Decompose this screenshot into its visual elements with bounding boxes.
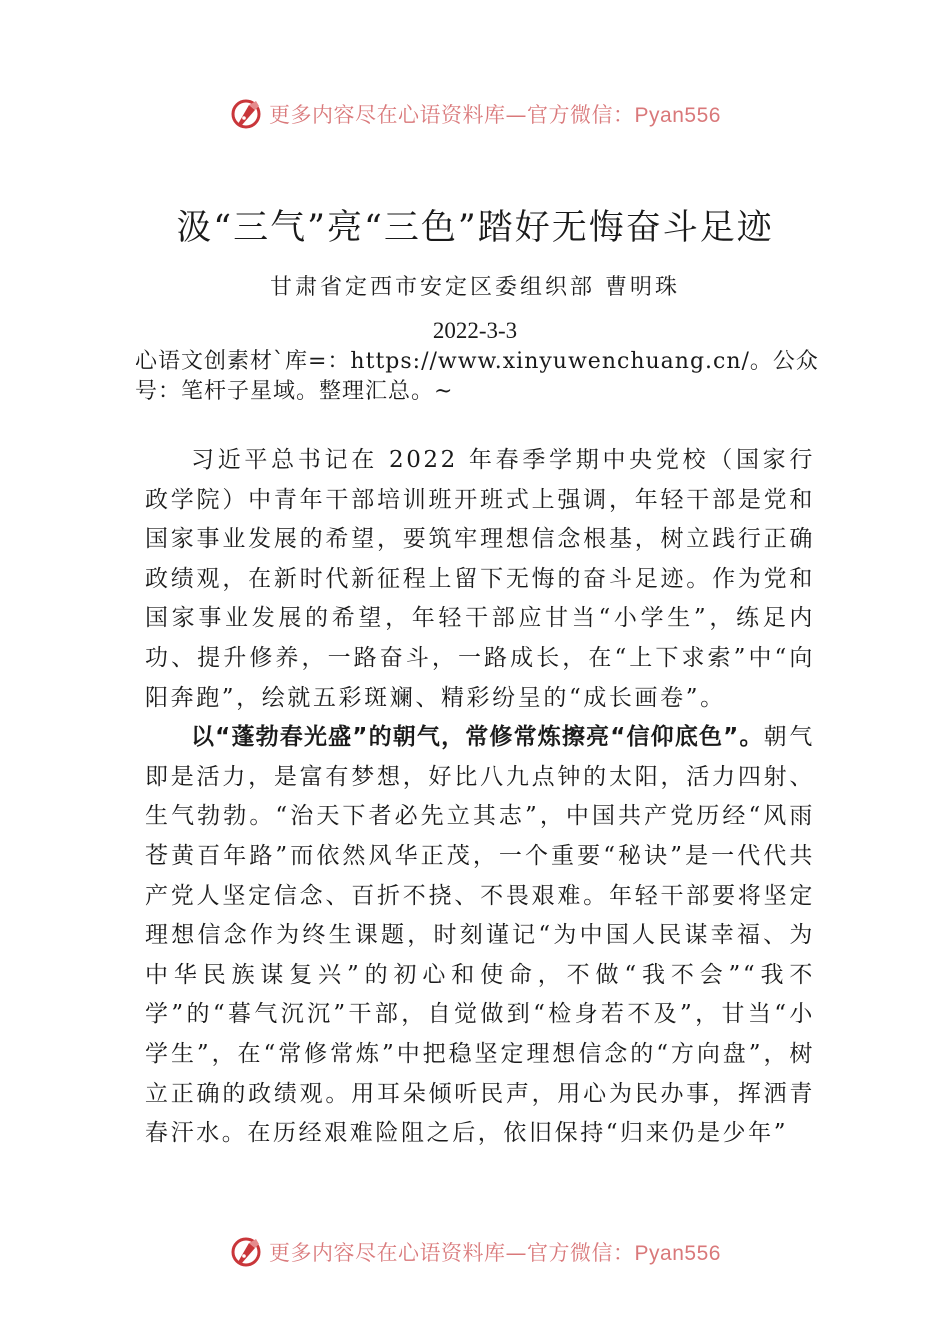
- pen-nib-logo-icon: [229, 1235, 263, 1269]
- banner-wechat-id: Pyan556: [634, 104, 721, 127]
- paragraph-2-text: 朝气即是活力，是富有梦想，好比八九点钟的太阳，活力四射、生气勃勃。“治天下者必先立其志”，中国共产党历经“风雨苍黄百年路”而依然风华正茂，一个重要“秘诀”是一代代共产党人坚定信念、百折不挠、不畏艰难。年轻干部要将坚定理想信念作为终生课题，时刻谨记“为中国人民谋幸福、为中华民族谋复兴”的初心和使命，不做“我不会”“我不学”的“暮气沉沉”干部，自觉做到“检身若不及”，甘当“小学生”，在“常修常炼”中把稳坚定理想信念的“方向盘”，树立正确的政绩观。用耳朵倾听民声，用心为民办事，挥洒青春汗水。在历经艰难险阻之后，依旧保持“归来仍是少年”: [145, 724, 816, 1147]
- document-title: 汲“三气”亮“三色”踏好无悔奋斗足迹: [176, 208, 774, 248]
- header-banner: [0, 94, 950, 134]
- source-note: 心语文创素材`库=：https://www.xinyuwenchuang.cn/。公众号：笔杆子星域。整理汇总。~: [135, 349, 819, 404]
- banner-promo-text: [269, 1237, 721, 1267]
- document-body: [145, 441, 815, 1154]
- paragraph-2-lead: 以“蓬勃春光盛”的朝气，常修常炼擦亮“信仰底色”。: [191, 724, 764, 751]
- body-paragraph-2: [145, 718, 815, 1154]
- banner-promo-cn: 更多内容尽在心语资料库—官方微信：: [269, 103, 635, 127]
- document-date: 2022-3-3: [432, 318, 518, 343]
- footer-banner: [0, 1232, 950, 1272]
- banner-promo-text: [269, 99, 721, 129]
- document-author: 甘肃省定西市安定区委组织部 曹明珠: [270, 275, 680, 300]
- paragraph-1-text: 习近平总书记在 2022 年春季学期中央党校（国家行政学院）中青年干部培训班开班式上强调，年轻干部是党和国家事业发展的希望，要筑牢理想信念根基，树立践行正确政绩观，在新时代新征程上留下无悔的奋斗足迹。作为党和国家事业发展的希望，年轻干部应甘当“小学生”，练足内功、提升修养，一路奋斗，一路成长，在“上下求索”中“向阳奔跑”，绘就五彩斑斓、精彩纷呈的“成长画卷”。: [145, 447, 815, 711]
- banner-promo-cn: 更多内容尽在心语资料库—官方微信：: [269, 1241, 635, 1265]
- pen-nib-logo-icon: [229, 97, 263, 131]
- banner-wechat-id: Pyan556: [634, 1242, 721, 1265]
- body-paragraph-1: [145, 441, 815, 718]
